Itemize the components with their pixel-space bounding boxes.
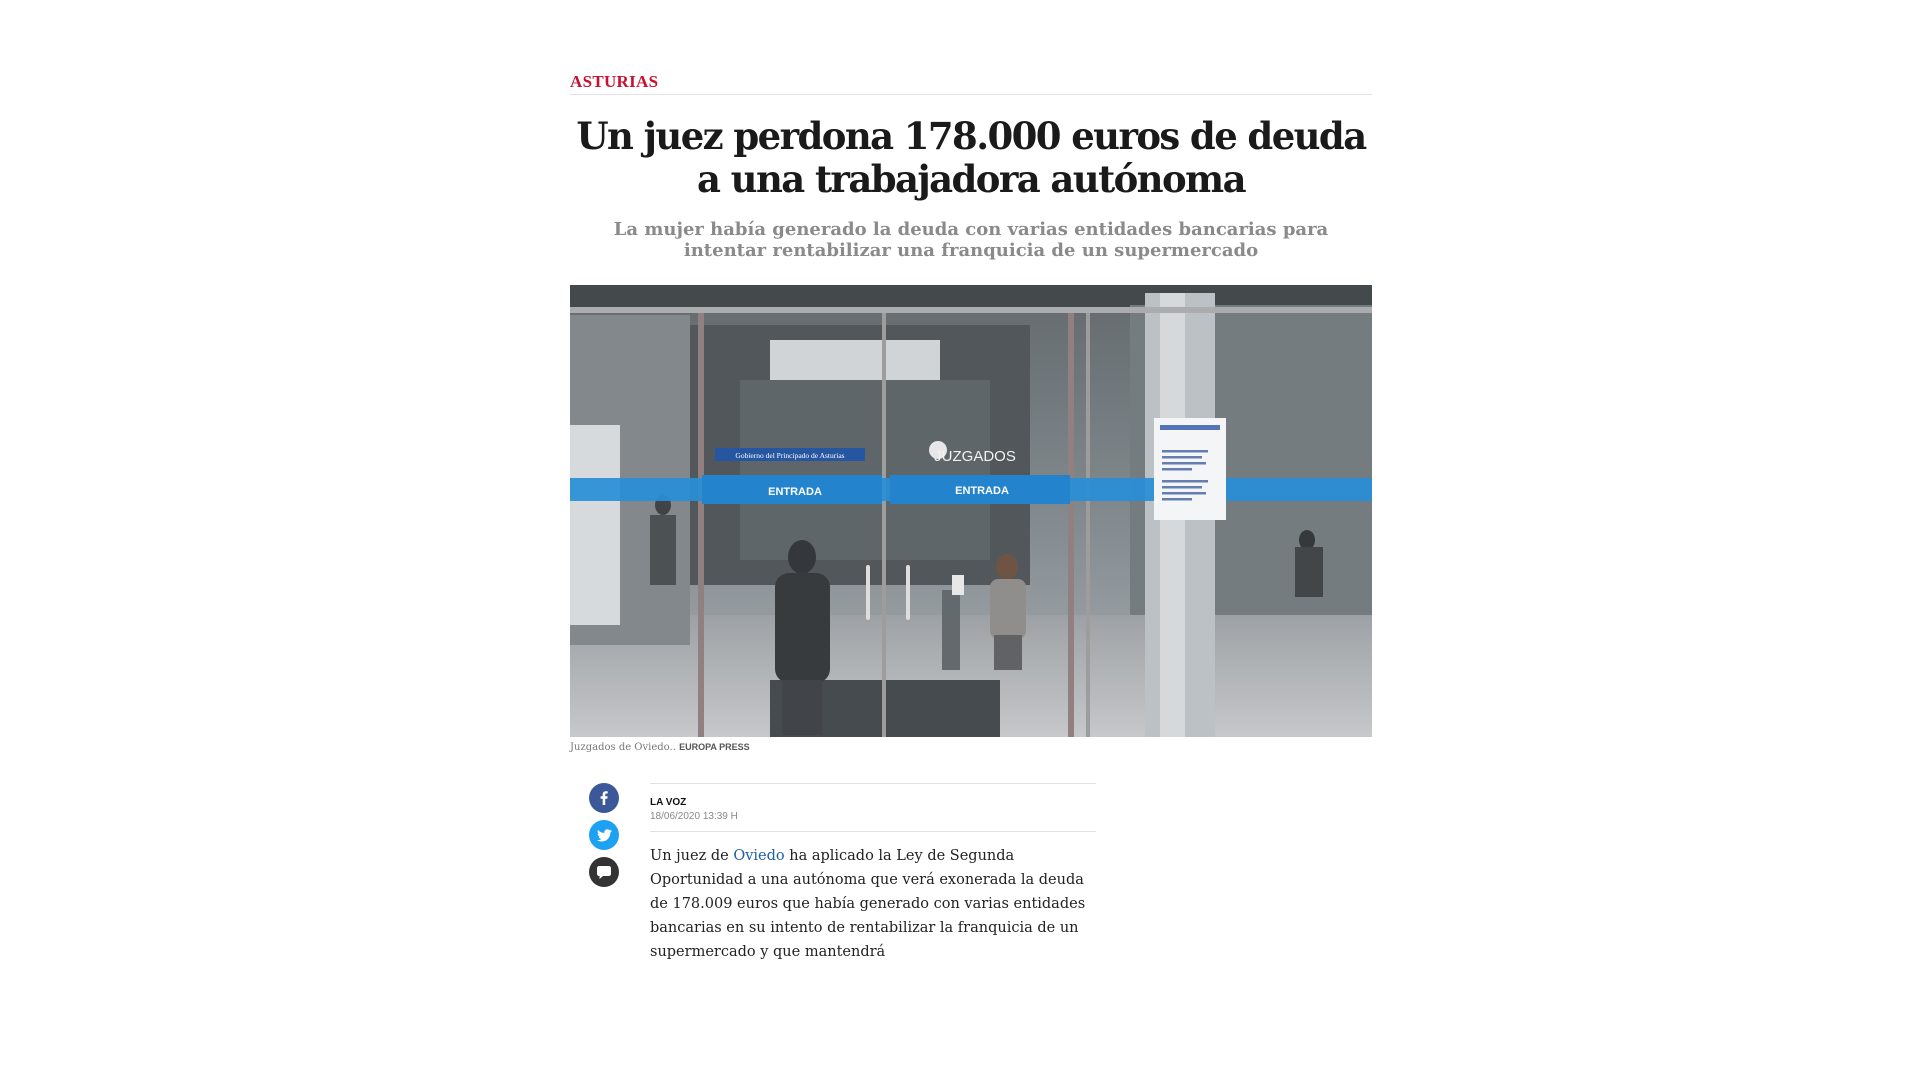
article-photo	[570, 285, 1372, 737]
section-label[interactable]: ASTURIAS	[570, 72, 659, 91]
author-name: LA VOZ	[650, 797, 687, 808]
oviedo-link[interactable]: Oviedo	[733, 848, 785, 864]
twitter-icon	[597, 829, 612, 842]
share-bar	[589, 783, 619, 894]
sign-juzgados: JUZGADOS	[934, 448, 1016, 465]
publish-date: 18/06/2020 13:39 H	[650, 811, 738, 822]
door-label-left: ENTRADA	[768, 486, 822, 498]
photo-credit: EUROPA PRESS	[679, 742, 750, 752]
caption-text: Juzgados de Oviedo..	[570, 742, 676, 753]
byline	[650, 783, 1096, 832]
photo-caption	[570, 742, 1372, 756]
door-label-right: ENTRADA	[955, 485, 1009, 497]
headline: Un juez perdona 178.000 euros de deuda a una trabajadora autónoma	[576, 114, 1366, 201]
twitter-share-button[interactable]	[589, 820, 619, 850]
facebook-share-button[interactable]	[589, 783, 619, 813]
article	[570, 70, 1372, 960]
sign-gobierno: Gobierno del Principado de Asturias	[735, 451, 845, 460]
comment-icon	[597, 866, 611, 879]
paragraph-text: ha aplicado la Ley de Segunda Oportunidad a una autónoma que verá exonerada la deuda de 178.009 euros que había generado con varias entidades bancarias en su intento de rentabilizar la franquicia de un supermercado y que mantendrá	[650, 848, 1086, 960]
subtitle: La mujer había generado la deuda con varias entidades bancarias para intentar rentabilizar una franquicia de un supermercado	[613, 219, 1329, 261]
section-divider	[570, 94, 1372, 95]
facebook-icon	[597, 791, 611, 805]
courthouse-entrance-photo	[570, 285, 1372, 737]
article-paragraph	[650, 844, 1100, 964]
comments-button[interactable]	[589, 857, 619, 887]
paragraph-intro: Un juez de	[650, 848, 734, 864]
